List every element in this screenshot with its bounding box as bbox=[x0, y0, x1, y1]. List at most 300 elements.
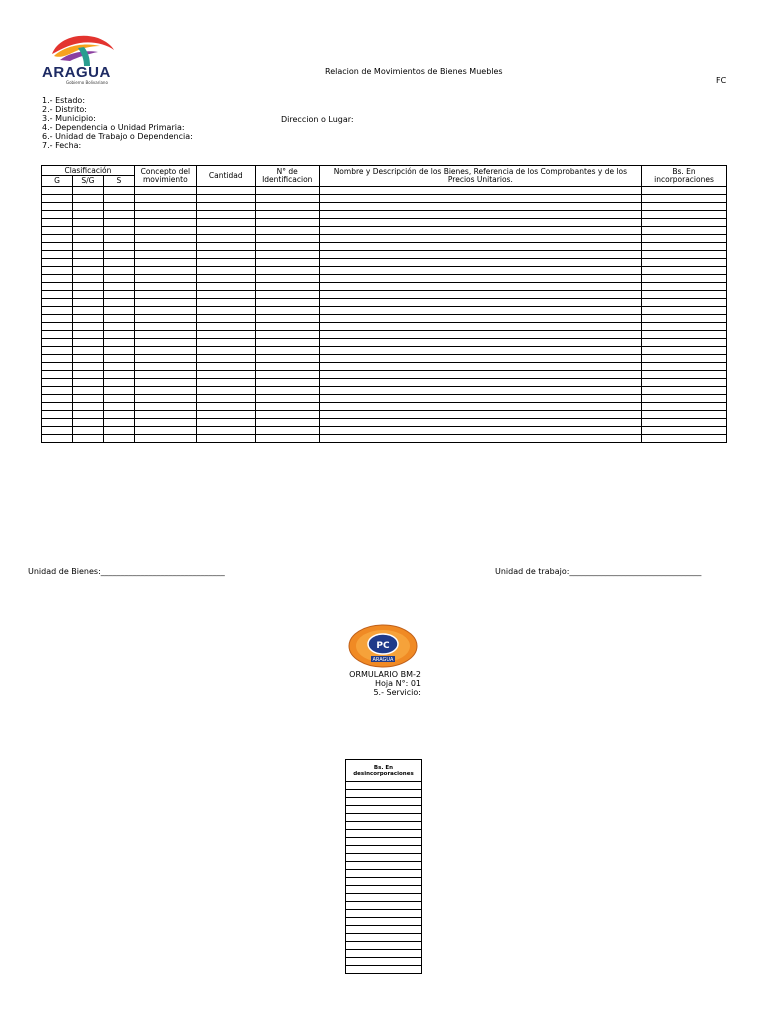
table-cell[interactable] bbox=[346, 798, 422, 806]
table-cell[interactable] bbox=[134, 219, 196, 227]
table-cell[interactable] bbox=[134, 251, 196, 259]
table-cell[interactable] bbox=[319, 219, 641, 227]
table-cell[interactable] bbox=[42, 387, 73, 395]
table-cell[interactable] bbox=[346, 894, 422, 902]
table-cell[interactable] bbox=[196, 283, 255, 291]
table-cell[interactable] bbox=[134, 195, 196, 203]
table-cell[interactable] bbox=[346, 846, 422, 854]
table-cell[interactable] bbox=[103, 243, 134, 251]
table-cell[interactable] bbox=[346, 934, 422, 942]
table-cell[interactable] bbox=[319, 419, 641, 427]
table-cell[interactable] bbox=[255, 323, 319, 331]
table-cell[interactable] bbox=[255, 259, 319, 267]
table-cell[interactable] bbox=[196, 203, 255, 211]
table-cell[interactable] bbox=[42, 291, 73, 299]
table-cell[interactable] bbox=[319, 227, 641, 235]
table-cell[interactable] bbox=[72, 371, 103, 379]
table-cell[interactable] bbox=[134, 419, 196, 427]
table-cell[interactable] bbox=[72, 219, 103, 227]
table-cell[interactable] bbox=[255, 363, 319, 371]
table-row bbox=[42, 355, 727, 363]
table-cell[interactable] bbox=[642, 291, 727, 299]
table-cell[interactable] bbox=[196, 371, 255, 379]
table-cell[interactable] bbox=[196, 211, 255, 219]
table-cell[interactable] bbox=[642, 379, 727, 387]
table-cell[interactable] bbox=[42, 187, 73, 195]
table-cell[interactable] bbox=[319, 291, 641, 299]
table-cell[interactable] bbox=[134, 227, 196, 235]
table-cell[interactable] bbox=[346, 838, 422, 846]
table-cell[interactable] bbox=[42, 339, 73, 347]
table-cell[interactable] bbox=[346, 910, 422, 918]
table-cell[interactable] bbox=[319, 251, 641, 259]
table-cell[interactable] bbox=[72, 339, 103, 347]
table-cell[interactable] bbox=[134, 379, 196, 387]
table-cell[interactable] bbox=[134, 387, 196, 395]
table-cell[interactable] bbox=[72, 251, 103, 259]
table-cell[interactable] bbox=[134, 211, 196, 219]
table-cell[interactable] bbox=[255, 219, 319, 227]
table-cell[interactable] bbox=[134, 347, 196, 355]
table-cell[interactable] bbox=[72, 363, 103, 371]
table-cell[interactable] bbox=[134, 307, 196, 315]
table-cell[interactable] bbox=[196, 243, 255, 251]
table-cell[interactable] bbox=[346, 942, 422, 950]
table-cell[interactable] bbox=[642, 435, 727, 443]
table-cell[interactable] bbox=[72, 323, 103, 331]
table-cell[interactable] bbox=[42, 395, 73, 403]
table-cell[interactable] bbox=[196, 219, 255, 227]
table-cell[interactable] bbox=[319, 363, 641, 371]
table-cell[interactable] bbox=[196, 235, 255, 243]
table-cell[interactable] bbox=[42, 411, 73, 419]
table-cell[interactable] bbox=[134, 291, 196, 299]
table-cell[interactable] bbox=[642, 419, 727, 427]
table-cell[interactable] bbox=[134, 267, 196, 275]
table-cell[interactable] bbox=[642, 283, 727, 291]
table-cell[interactable] bbox=[42, 419, 73, 427]
table-cell[interactable] bbox=[642, 195, 727, 203]
table-cell[interactable] bbox=[134, 235, 196, 243]
table-cell[interactable] bbox=[196, 267, 255, 275]
table-cell[interactable] bbox=[346, 902, 422, 910]
table-cell[interactable] bbox=[346, 966, 422, 974]
field-dependencia: 4.- Dependencia o Unidad Primaria: bbox=[42, 123, 185, 132]
table-cell[interactable] bbox=[319, 395, 641, 403]
table-cell[interactable] bbox=[72, 227, 103, 235]
table-cell[interactable] bbox=[642, 411, 727, 419]
table-cell[interactable] bbox=[103, 251, 134, 259]
table-cell[interactable] bbox=[134, 363, 196, 371]
table-cell[interactable] bbox=[346, 958, 422, 966]
table-cell[interactable] bbox=[642, 235, 727, 243]
table-cell[interactable] bbox=[255, 419, 319, 427]
table-cell[interactable] bbox=[103, 323, 134, 331]
table-row bbox=[42, 251, 727, 259]
table-cell[interactable] bbox=[103, 347, 134, 355]
table-row bbox=[42, 187, 727, 195]
table-cell[interactable] bbox=[72, 347, 103, 355]
table-cell[interactable] bbox=[196, 363, 255, 371]
table-cell[interactable] bbox=[42, 323, 73, 331]
table-cell[interactable] bbox=[196, 339, 255, 347]
table-cell[interactable] bbox=[134, 283, 196, 291]
table-cell[interactable] bbox=[42, 203, 73, 211]
table-cell[interactable] bbox=[642, 275, 727, 283]
table-cell[interactable] bbox=[196, 275, 255, 283]
table-cell[interactable] bbox=[42, 307, 73, 315]
table-cell[interactable] bbox=[319, 315, 641, 323]
table-cell[interactable] bbox=[103, 419, 134, 427]
table-cell[interactable] bbox=[255, 387, 319, 395]
table-cell[interactable] bbox=[134, 339, 196, 347]
table-cell[interactable] bbox=[72, 243, 103, 251]
table-cell[interactable] bbox=[72, 291, 103, 299]
table-cell[interactable] bbox=[72, 211, 103, 219]
table-cell[interactable] bbox=[319, 427, 641, 435]
table-cell[interactable] bbox=[196, 227, 255, 235]
table-cell[interactable] bbox=[255, 283, 319, 291]
unidad-bienes-signature: Unidad de Bienes:_______________________________ bbox=[28, 567, 225, 576]
table-cell[interactable] bbox=[103, 379, 134, 387]
table-cell[interactable] bbox=[319, 371, 641, 379]
table-cell[interactable] bbox=[42, 363, 73, 371]
table-cell[interactable] bbox=[642, 427, 727, 435]
table-cell[interactable] bbox=[255, 227, 319, 235]
table-row bbox=[42, 435, 727, 443]
table-cell[interactable] bbox=[72, 283, 103, 291]
table-cell[interactable] bbox=[319, 235, 641, 243]
table-cell[interactable] bbox=[642, 219, 727, 227]
table-row bbox=[346, 822, 422, 830]
table-cell[interactable] bbox=[346, 886, 422, 894]
table-cell[interactable] bbox=[103, 259, 134, 267]
table-cell[interactable] bbox=[255, 347, 319, 355]
table-cell[interactable] bbox=[319, 299, 641, 307]
table-cell[interactable] bbox=[642, 339, 727, 347]
table-cell[interactable] bbox=[103, 331, 134, 339]
table-cell[interactable] bbox=[255, 371, 319, 379]
table-cell[interactable] bbox=[134, 371, 196, 379]
table-cell[interactable] bbox=[346, 878, 422, 886]
table-cell[interactable] bbox=[42, 403, 73, 411]
table-cell[interactable] bbox=[103, 211, 134, 219]
table-cell[interactable] bbox=[103, 267, 134, 275]
table-cell[interactable] bbox=[103, 219, 134, 227]
table-cell[interactable] bbox=[196, 195, 255, 203]
form-fields bbox=[42, 96, 193, 150]
table-cell[interactable] bbox=[319, 259, 641, 267]
table-cell[interactable] bbox=[255, 275, 319, 283]
table-cell[interactable] bbox=[319, 243, 641, 251]
table-cell[interactable] bbox=[319, 187, 641, 195]
table-cell[interactable] bbox=[42, 355, 73, 363]
table-cell[interactable] bbox=[255, 315, 319, 323]
table-cell[interactable] bbox=[346, 854, 422, 862]
table-cell[interactable] bbox=[103, 387, 134, 395]
table-cell[interactable] bbox=[103, 195, 134, 203]
table-cell[interactable] bbox=[346, 782, 422, 790]
table-cell[interactable] bbox=[346, 918, 422, 926]
table-cell[interactable] bbox=[72, 427, 103, 435]
table-cell[interactable] bbox=[42, 227, 73, 235]
table-cell[interactable] bbox=[642, 299, 727, 307]
table-cell[interactable] bbox=[103, 203, 134, 211]
table-cell[interactable] bbox=[196, 299, 255, 307]
table-cell[interactable] bbox=[319, 355, 641, 363]
corner-code: FC bbox=[716, 76, 727, 85]
table-cell[interactable] bbox=[72, 195, 103, 203]
table-cell[interactable] bbox=[319, 347, 641, 355]
table-cell[interactable] bbox=[72, 387, 103, 395]
table-cell[interactable] bbox=[196, 315, 255, 323]
table-cell[interactable] bbox=[72, 307, 103, 315]
table-cell[interactable] bbox=[42, 259, 73, 267]
table-cell[interactable] bbox=[642, 395, 727, 403]
table-cell[interactable] bbox=[196, 419, 255, 427]
table-cell[interactable] bbox=[103, 315, 134, 323]
table-cell[interactable] bbox=[134, 355, 196, 363]
table-cell[interactable] bbox=[642, 251, 727, 259]
table-cell[interactable] bbox=[319, 275, 641, 283]
table-cell[interactable] bbox=[255, 403, 319, 411]
table-cell[interactable] bbox=[72, 435, 103, 443]
table-cell[interactable] bbox=[642, 371, 727, 379]
table-cell[interactable] bbox=[42, 283, 73, 291]
table-cell[interactable] bbox=[134, 427, 196, 435]
table-cell[interactable] bbox=[72, 395, 103, 403]
table-cell[interactable] bbox=[642, 267, 727, 275]
table-cell[interactable] bbox=[642, 243, 727, 251]
table-row bbox=[346, 918, 422, 926]
table-cell[interactable] bbox=[103, 187, 134, 195]
table-cell[interactable] bbox=[103, 363, 134, 371]
table-cell[interactable] bbox=[319, 379, 641, 387]
table-cell[interactable] bbox=[72, 267, 103, 275]
table-cell[interactable] bbox=[346, 870, 422, 878]
table-cell[interactable] bbox=[42, 371, 73, 379]
table-cell[interactable] bbox=[319, 211, 641, 219]
table-cell[interactable] bbox=[255, 267, 319, 275]
table-cell[interactable] bbox=[319, 339, 641, 347]
table-cell[interactable] bbox=[42, 235, 73, 243]
table-cell[interactable] bbox=[642, 315, 727, 323]
table-cell[interactable] bbox=[42, 211, 73, 219]
table-cell[interactable] bbox=[134, 299, 196, 307]
table-cell[interactable] bbox=[346, 830, 422, 838]
table-cell[interactable] bbox=[72, 355, 103, 363]
table-cell[interactable] bbox=[134, 323, 196, 331]
table-cell[interactable] bbox=[642, 211, 727, 219]
table-cell[interactable] bbox=[319, 435, 641, 443]
table-cell[interactable] bbox=[642, 259, 727, 267]
table-row bbox=[346, 878, 422, 886]
table-cell[interactable] bbox=[134, 203, 196, 211]
table-cell[interactable] bbox=[255, 235, 319, 243]
table-cell[interactable] bbox=[642, 363, 727, 371]
table-cell[interactable] bbox=[255, 211, 319, 219]
field-municipio: 3.- Municipio: bbox=[42, 114, 96, 123]
table-cell[interactable] bbox=[642, 331, 727, 339]
table-cell[interactable] bbox=[255, 251, 319, 259]
table-cell[interactable] bbox=[346, 926, 422, 934]
table-cell[interactable] bbox=[319, 195, 641, 203]
seal-band-text: ARAGUA bbox=[372, 657, 394, 663]
table-cell[interactable] bbox=[642, 355, 727, 363]
table-cell[interactable] bbox=[255, 411, 319, 419]
table-cell[interactable] bbox=[42, 275, 73, 283]
table-cell[interactable] bbox=[255, 203, 319, 211]
table-cell[interactable] bbox=[319, 411, 641, 419]
table-cell[interactable] bbox=[346, 790, 422, 798]
table-row bbox=[42, 275, 727, 283]
table-cell[interactable] bbox=[72, 275, 103, 283]
table-cell[interactable] bbox=[196, 411, 255, 419]
table-cell[interactable] bbox=[134, 411, 196, 419]
table-cell[interactable] bbox=[319, 403, 641, 411]
table-cell[interactable] bbox=[196, 307, 255, 315]
table-cell[interactable] bbox=[72, 299, 103, 307]
table-cell[interactable] bbox=[196, 379, 255, 387]
table-cell[interactable] bbox=[196, 435, 255, 443]
table-cell[interactable] bbox=[103, 411, 134, 419]
table-cell[interactable] bbox=[103, 403, 134, 411]
table-cell[interactable] bbox=[255, 195, 319, 203]
table-cell[interactable] bbox=[319, 331, 641, 339]
table-cell[interactable] bbox=[72, 379, 103, 387]
table-cell[interactable] bbox=[255, 307, 319, 315]
table-cell[interactable] bbox=[255, 395, 319, 403]
table-cell[interactable] bbox=[103, 235, 134, 243]
table-cell[interactable] bbox=[255, 355, 319, 363]
table-cell[interactable] bbox=[134, 259, 196, 267]
table-cell[interactable] bbox=[196, 403, 255, 411]
table-cell[interactable] bbox=[134, 243, 196, 251]
table-cell[interactable] bbox=[642, 403, 727, 411]
table-cell[interactable] bbox=[346, 950, 422, 958]
table-cell[interactable] bbox=[255, 187, 319, 195]
table-cell[interactable] bbox=[255, 299, 319, 307]
table-cell[interactable] bbox=[346, 822, 422, 830]
table-cell[interactable] bbox=[72, 259, 103, 267]
table-cell[interactable] bbox=[255, 379, 319, 387]
table-cell[interactable] bbox=[255, 331, 319, 339]
table-cell[interactable] bbox=[255, 243, 319, 251]
table-cell[interactable] bbox=[72, 315, 103, 323]
table-cell[interactable] bbox=[103, 435, 134, 443]
table-cell[interactable] bbox=[642, 203, 727, 211]
table-cell[interactable] bbox=[196, 323, 255, 331]
table-cell[interactable] bbox=[255, 291, 319, 299]
table-cell[interactable] bbox=[196, 331, 255, 339]
table-cell[interactable] bbox=[72, 187, 103, 195]
field-estado: 1.- Estado: bbox=[42, 96, 86, 105]
table-cell[interactable] bbox=[346, 862, 422, 870]
table-cell[interactable] bbox=[196, 291, 255, 299]
table-cell[interactable] bbox=[134, 435, 196, 443]
table-cell[interactable] bbox=[72, 235, 103, 243]
field-unidad-trabajo: 6.- Unidad de Trabajo o Dependencia: bbox=[42, 132, 193, 141]
table-cell[interactable] bbox=[255, 427, 319, 435]
table-cell[interactable] bbox=[134, 331, 196, 339]
table-cell[interactable] bbox=[255, 435, 319, 443]
table-cell[interactable] bbox=[319, 387, 641, 395]
table-cell[interactable] bbox=[319, 323, 641, 331]
table-cell[interactable] bbox=[42, 315, 73, 323]
table-cell[interactable] bbox=[642, 347, 727, 355]
table-cell[interactable] bbox=[42, 251, 73, 259]
table-cell[interactable] bbox=[72, 331, 103, 339]
table-cell[interactable] bbox=[134, 403, 196, 411]
header-nombre: Nombre y Descripción de los Bienes, Referencia de los Comprobantes y de los Precios Unitarios. bbox=[319, 166, 641, 187]
table-cell[interactable] bbox=[72, 403, 103, 411]
table-cell[interactable] bbox=[42, 379, 73, 387]
table-cell[interactable] bbox=[103, 307, 134, 315]
table-cell[interactable] bbox=[42, 267, 73, 275]
table-cell[interactable] bbox=[103, 371, 134, 379]
table-cell[interactable] bbox=[196, 427, 255, 435]
table-cell[interactable] bbox=[196, 395, 255, 403]
table-cell[interactable] bbox=[196, 251, 255, 259]
table-cell[interactable] bbox=[72, 419, 103, 427]
table-cell[interactable] bbox=[196, 259, 255, 267]
table-cell[interactable] bbox=[103, 283, 134, 291]
table-cell[interactable] bbox=[42, 427, 73, 435]
table-cell[interactable] bbox=[103, 395, 134, 403]
header-clasificacion: Clasificación bbox=[42, 166, 135, 176]
table-cell[interactable] bbox=[346, 806, 422, 814]
table-cell[interactable] bbox=[642, 323, 727, 331]
header-bs-incorporaciones: Bs. En incorporaciones bbox=[642, 166, 727, 187]
table-cell[interactable] bbox=[103, 299, 134, 307]
table-cell[interactable] bbox=[196, 387, 255, 395]
table-cell[interactable] bbox=[642, 227, 727, 235]
table-cell[interactable] bbox=[42, 243, 73, 251]
table-cell[interactable] bbox=[134, 315, 196, 323]
table-cell[interactable] bbox=[134, 275, 196, 283]
table-cell[interactable] bbox=[134, 395, 196, 403]
table-cell[interactable] bbox=[42, 195, 73, 203]
table-cell[interactable] bbox=[103, 227, 134, 235]
table-cell[interactable] bbox=[42, 331, 73, 339]
table-cell[interactable] bbox=[103, 339, 134, 347]
table-cell[interactable] bbox=[319, 267, 641, 275]
table-cell[interactable] bbox=[642, 387, 727, 395]
table-cell[interactable] bbox=[42, 219, 73, 227]
table-cell[interactable] bbox=[642, 187, 727, 195]
table-cell[interactable] bbox=[42, 435, 73, 443]
table-row bbox=[42, 291, 727, 299]
table-cell[interactable] bbox=[196, 355, 255, 363]
table-cell[interactable] bbox=[346, 814, 422, 822]
table-cell[interactable] bbox=[72, 411, 103, 419]
table-cell[interactable] bbox=[196, 347, 255, 355]
table-cell[interactable] bbox=[642, 307, 727, 315]
table-cell[interactable] bbox=[255, 339, 319, 347]
table-cell[interactable] bbox=[319, 203, 641, 211]
table-cell[interactable] bbox=[42, 299, 73, 307]
table-cell[interactable] bbox=[103, 291, 134, 299]
table-cell[interactable] bbox=[319, 283, 641, 291]
table-cell[interactable] bbox=[134, 187, 196, 195]
table-cell[interactable] bbox=[103, 427, 134, 435]
table-cell[interactable] bbox=[42, 347, 73, 355]
table-cell[interactable] bbox=[196, 187, 255, 195]
table-cell[interactable] bbox=[72, 203, 103, 211]
table-cell[interactable] bbox=[103, 275, 134, 283]
table-cell[interactable] bbox=[319, 307, 641, 315]
table-cell[interactable] bbox=[103, 355, 134, 363]
